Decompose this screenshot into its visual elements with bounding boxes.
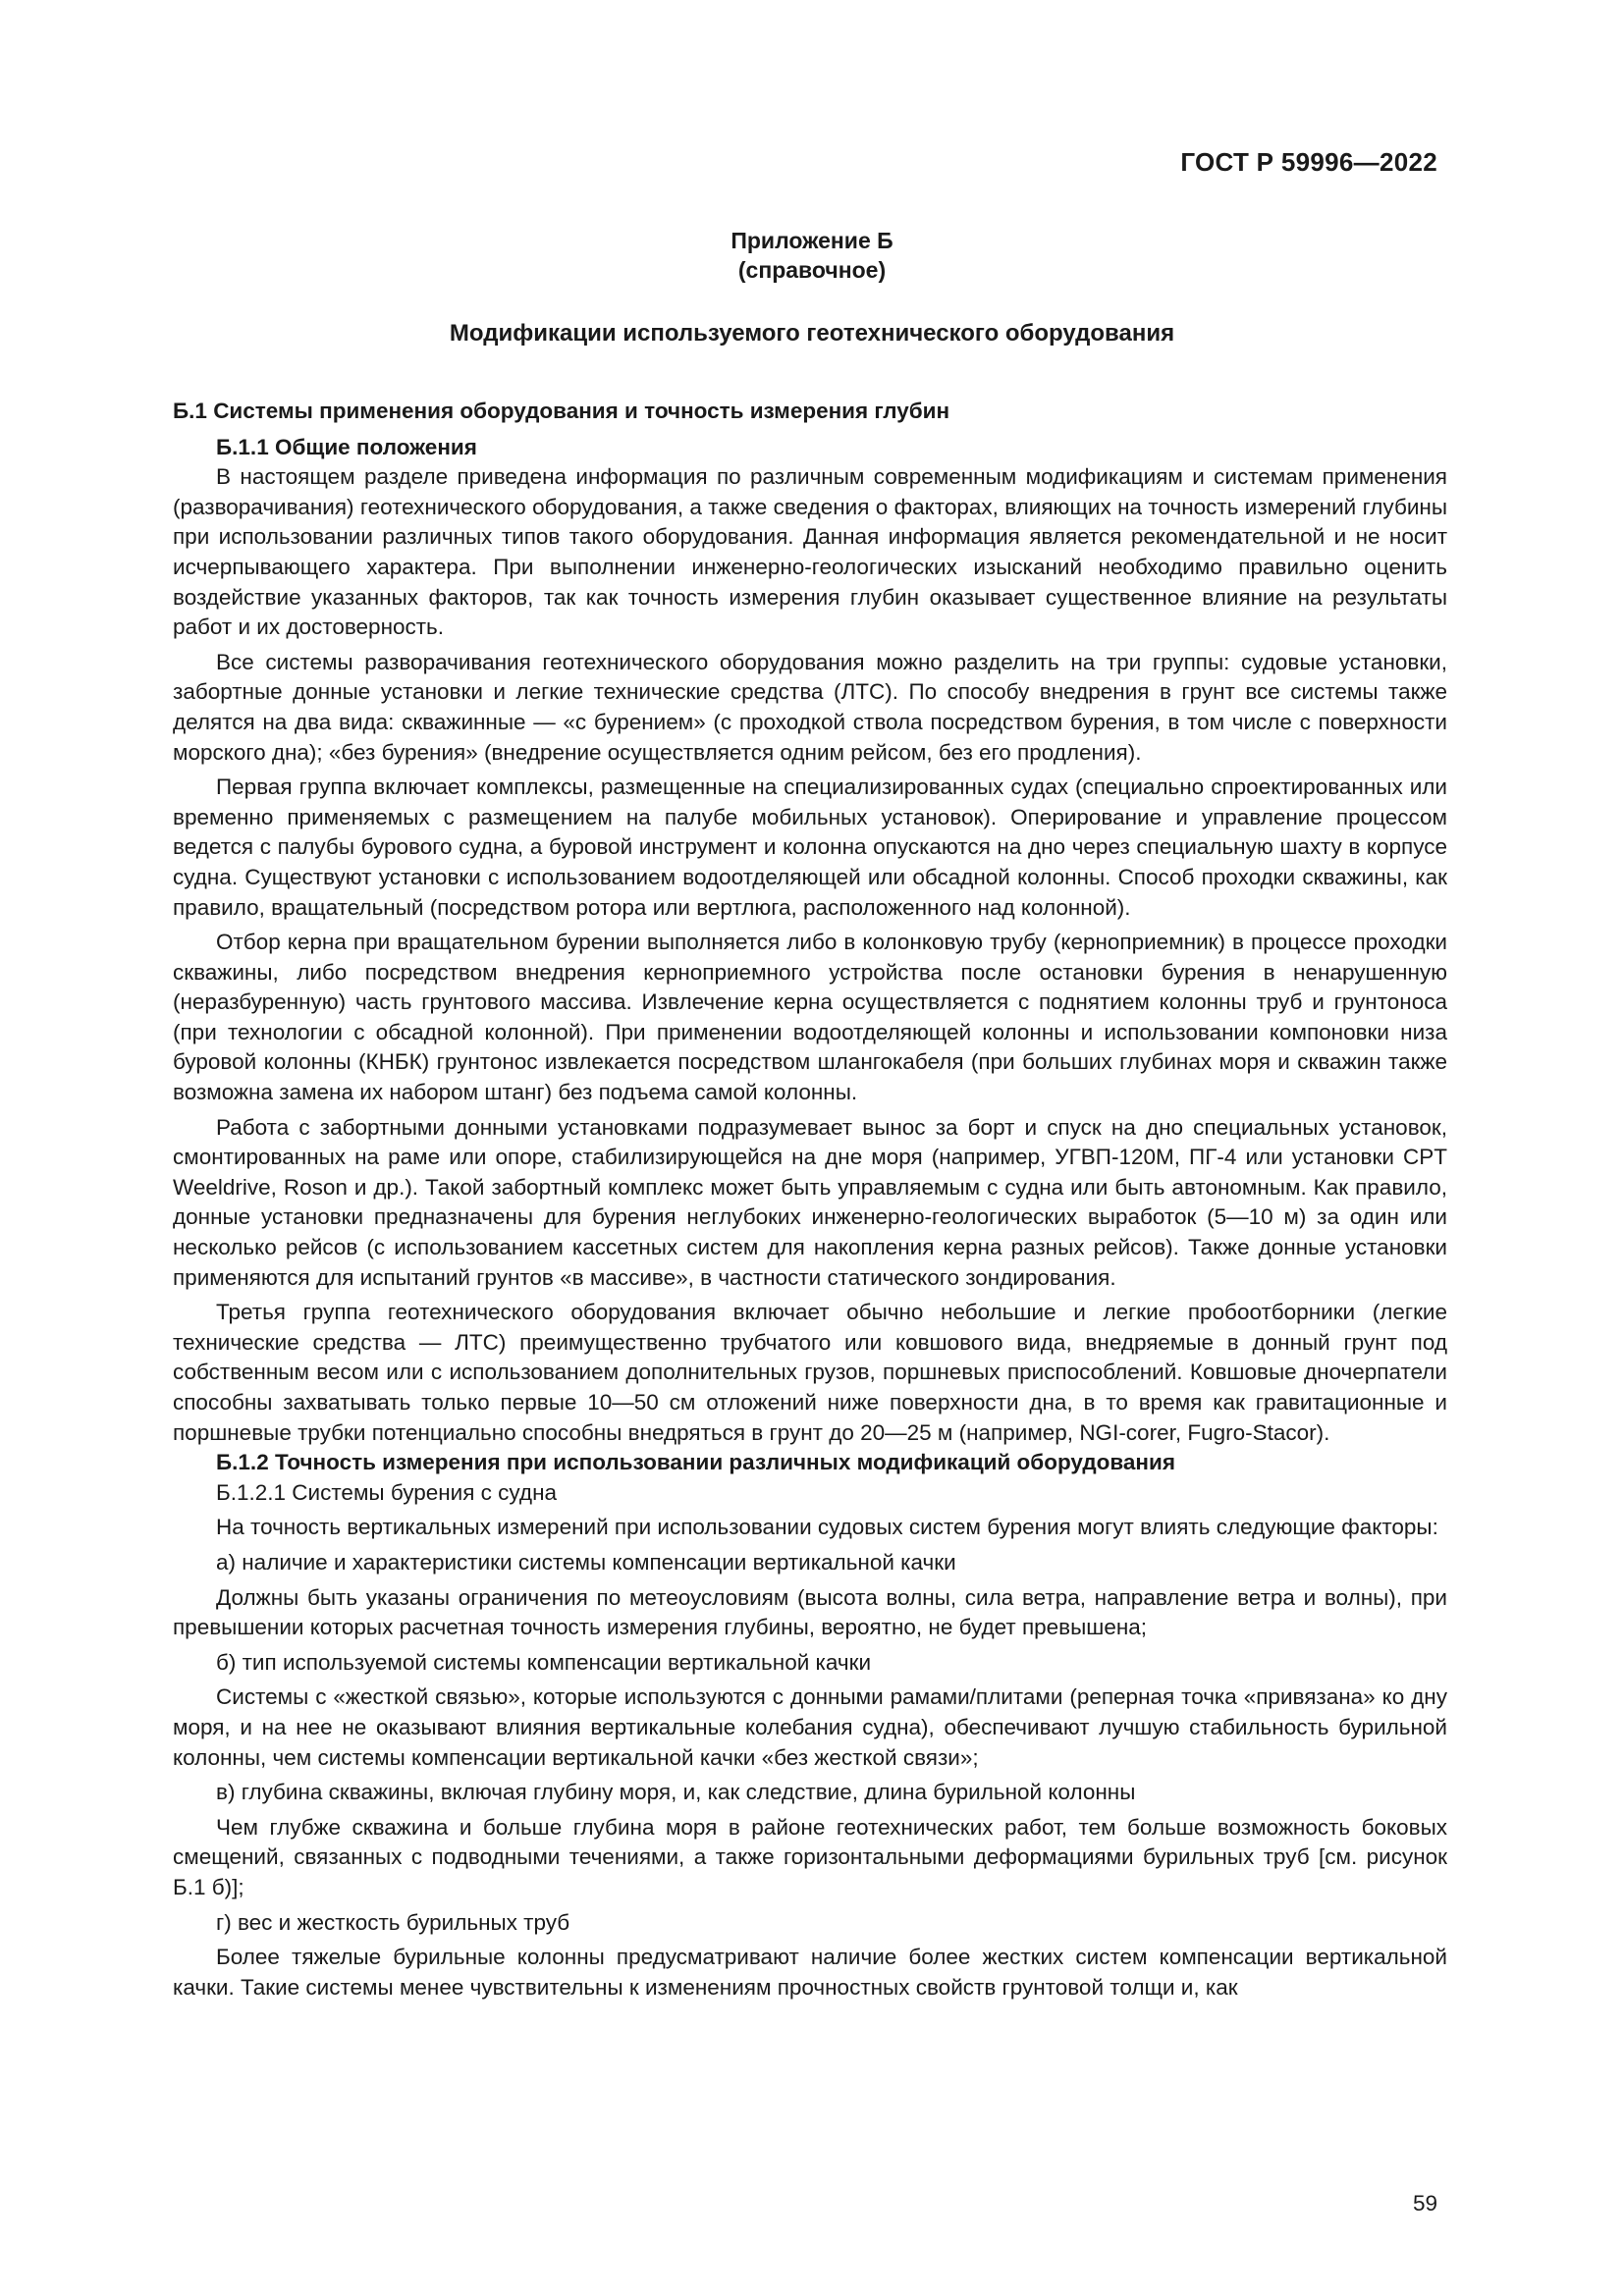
paragraph: Чем глубже скважина и больше глубина моря в районе геотехнических работ, тем больше возможность боковых смещений, связанных с подводными течениями, а также горизонтальными деформациями бурильных труб [см. рисунок Б.1 б)]; xyxy=(173,1814,1447,1899)
subsection-heading-b121: Б.1.2.1 Системы бурения с судна xyxy=(216,1479,558,1505)
paragraph: Более тяжелые бурильные колонны предусматривают наличие более жестких систем компенсации вертикальной качки. Такие системы менее чувствительны к изменениям прочностных свойств грунтовой толщи и, как xyxy=(173,1945,1447,2000)
appendix-type: (справочное) xyxy=(737,257,887,283)
appendix-title: Модификации используемого геотехнического оборудования xyxy=(449,320,1175,347)
section-heading-b12: Б.1.2 Точность измерения при использовании различных модификаций оборудования xyxy=(216,1450,1175,1475)
appendix-label-block xyxy=(0,226,1624,285)
section-heading-b11: Б.1.1 Общие положения xyxy=(216,434,477,459)
page-number: 59 xyxy=(1412,2191,1437,2216)
paragraph: Отбор керна при вращательном бурении выполняется либо в колонковую трубу (керноприемник) в процессе проходки скважины, либо посредством внедрения керноприемного устройства после остановки бурения в ненарушенную (неразбуренную) часть грунтового массива. Извлечение керна осуществляется с поднятием колонны труб и грунтоноса (при технологии с обсадной колонной). При применении водоотделяющей колонны и использовании компоновки низа буровой колонны (КНБК) грунтонос извлекается посредством шлангокабеля (при больших глубинах моря и скважин также возможна замена их набором штанг) без подъема самой колонны. xyxy=(173,930,1447,1105)
paragraph: Все системы разворачивания геотехнического оборудования можно разделить на три группы: судовые установки, забортные донные установки и легкие технические средства (ЛТС). По способу внедрения в грунт все системы также делятся на два вида: скважинные — «с бурением» (с проходкой ствола посредством бурения, в том числе с поверхности морского дна); «без бурения» (внедрение осуществляется одним рейсом, без его продления). xyxy=(173,649,1447,765)
section-heading-b1: Б.1 Системы применения оборудования и точность измерения глубин xyxy=(173,399,950,423)
paragraph: В настоящем разделе приведена информация по различным современным модификациям и системам применения (разворачивания) геотехнического оборудования, а также сведения о факторах, влияющих на точность измерений глубины при использовании различных типов такого оборудования. Данная информация является рекомендательной и не носит исчерпывающего характера. При выполнении инженерно-геологических изысканий необходимо правильно оценить воздействие указанных факторов, так как точность измерения глубин оказывает существенное влияние на результаты работ и их достоверность. xyxy=(173,464,1447,640)
list-item: в) глубина скважины, включая глубину моря, и, как следствие, длина бурильной колонны xyxy=(216,1780,1136,1805)
paragraph: Первая группа включает комплексы, размещенные на специализированных судах (специально спроектированных или временно применяемых с размещением на палубе мобильных установок). Оперирование и управление процессом ведется с палубы бурового судна, а буровой инструмент и колонна опускаются на дно через специальную шахту в корпусе судна. Существуют установки с использованием водоотделяющей или обсадной колонны. Способ проходки скважины, как правило, вращательный (посредством ротора или вертлюга, расположенного над колонной). xyxy=(173,774,1447,920)
standard-code: ГОСТ Р 59996—2022 xyxy=(1180,147,1437,177)
list-item: б) тип используемой системы компенсации вертикальной качки xyxy=(216,1649,872,1675)
paragraph: Третья группа геотехнического оборудования включает обычно небольшие и легкие пробоотборники (легкие технические средства — ЛТС) преимущественно трубчатого или ковшового вида, внедряемые в донный грунт под собственным весом или с использованием дополнительных грузов, поршневых приспособлений. Ковшовые дночерпатели способны захватывать только первые 10—50 см отложений ниже поверхности дна, в то время как гравитационные и поршневые трубки потенциально способны внедряться в грунт до 20—25 м (например, NGI-corer, Fugro-Stacor). xyxy=(173,1300,1447,1445)
list-item: г) вес и жесткость бурильных труб xyxy=(216,1909,570,1935)
paragraph: Системы с «жесткой связью», которые используются с донными рамами/плитами (реперная точка «привязана» ко дну моря, и на нее не оказывают влияния вертикальные колебания судна), обеспечивают лучшую стабильность бурильной колонны, чем системы компенсации вертикальной качки «без жесткой связи»; xyxy=(173,1684,1447,1770)
paragraph: Должны быть указаны ограничения по метеоусловиям (высота волны, сила ветра, направление ветра и волны), при превышении которых расчетная точность измерения глубины, вероятно, не будет превышена; xyxy=(173,1584,1447,1640)
paragraph: Работа с забортными донными установками подразумевает вынос за борт и спуск на дно специальных установок, смонтированных на раме или опоре, стабилизирующейся на дне моря (например, УГВП-120М, ПГ-4 или установки CPT Weeldrive, Roson и др.). Такой забортный комплекс может быть управляемым с судна или быть автономным. Как правило, донные установки предназначены для бурения неглубоких инженерно-геологических выработок (5—10 м) за один или несколько рейсов (с использованием кассетных систем для накопления керна разных рейсов). Также донные установки применяются для испытаний грунтов «в массиве», в частности статического зондирования. xyxy=(173,1114,1447,1290)
list-item: а) наличие и характеристики системы компенсации вертикальной качки xyxy=(216,1549,956,1575)
document-body xyxy=(173,397,1447,2002)
paragraph: На точность вертикальных измерений при использовании судовых систем бурения могут влиять следующие факторы: xyxy=(216,1515,1438,1540)
appendix-label: Приложение Б xyxy=(731,228,893,253)
